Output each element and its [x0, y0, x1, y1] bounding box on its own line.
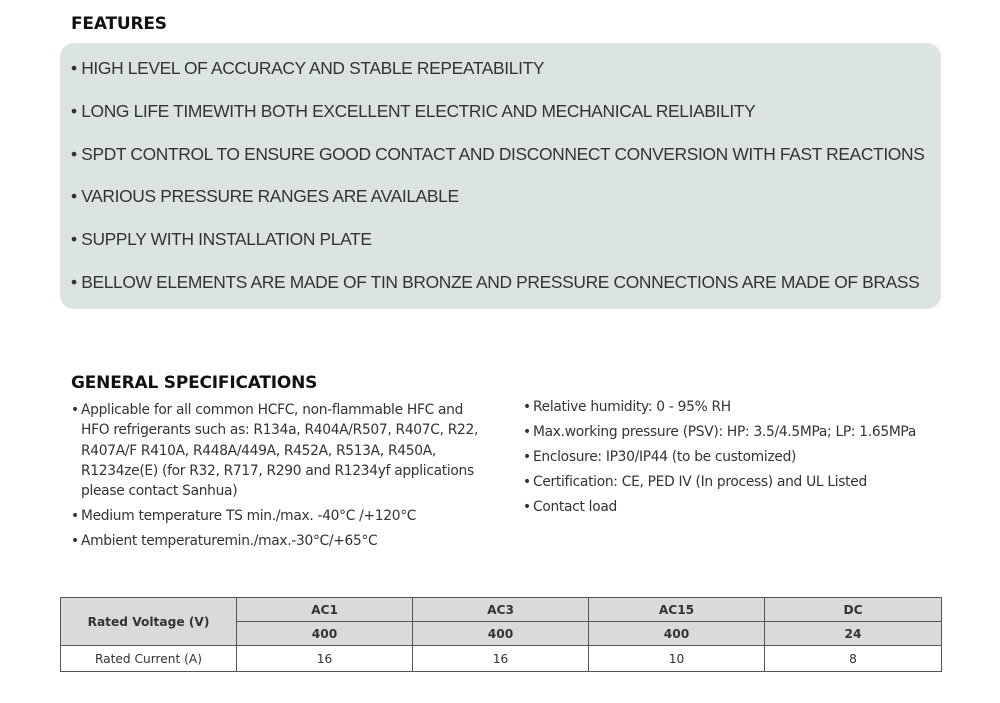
table-cell: 24 — [765, 622, 942, 646]
feature-item: • SPDT CONTROL TO ENSURE GOOD CONTACT AND DISCONNECT CONVERSION WITH FAST REACTIONS — [71, 144, 925, 164]
features-heading: FEATURES — [71, 14, 167, 34]
feature-item: • HIGH LEVEL OF ACCURACY AND STABLE REPEATABILITY — [71, 58, 545, 78]
general-specifications-heading: GENERAL SPECIFICATIONS — [71, 373, 318, 393]
contact-load-table — [60, 597, 942, 672]
table-cell: 400 — [413, 622, 589, 646]
table-cell: 16 — [237, 646, 413, 672]
table-header-cell: AC3 — [413, 598, 589, 622]
rated-voltage-label: Rated Voltage (V) — [61, 598, 237, 646]
table-row — [61, 598, 942, 622]
feature-item: • BELLOW ELEMENTS ARE MADE OF TIN BRONZE AND PRESSURE CONNECTIONS ARE MADE OF BRASS — [71, 272, 920, 292]
specifications-right-list — [523, 397, 943, 522]
spec-item: • Relative humidity: 0 - 95% RH — [523, 397, 943, 417]
spec-item: • Enclosure: IP30/IP44 (to be customized) — [523, 447, 943, 467]
table-cell: 400 — [589, 622, 765, 646]
spec-item: • Certification: CE, PED IV (In process) and UL Listed — [523, 472, 943, 492]
spec-item: • Max.working pressure (PSV): HP: 3.5/4.5MPa; LP: 1.65MPa — [523, 422, 943, 442]
table-header-cell: AC1 — [237, 598, 413, 622]
spec-item: • Medium temperature TS min./max. -40°C /+120°C — [71, 506, 481, 526]
table-row — [61, 646, 942, 672]
table-cell: 400 — [237, 622, 413, 646]
table-cell: 8 — [765, 646, 942, 672]
rated-current-label: Rated Current (A) — [61, 646, 237, 672]
table-cell: 10 — [589, 646, 765, 672]
specifications-left-list — [71, 400, 481, 556]
table-header-cell: AC15 — [589, 598, 765, 622]
table-cell: 16 — [413, 646, 589, 672]
spec-item: • Contact load — [523, 497, 943, 517]
features-panel — [60, 43, 941, 309]
feature-item: • SUPPLY WITH INSTALLATION PLATE — [71, 229, 372, 249]
table-header-cell: DC — [765, 598, 942, 622]
feature-item: • LONG LIFE TIMEWITH BOTH EXCELLENT ELECTRIC AND MECHANICAL RELIABILITY — [71, 101, 756, 121]
spec-item: • Ambient temperaturemin./max.-30°C/+65°C — [71, 531, 481, 551]
feature-item: • VARIOUS PRESSURE RANGES ARE AVAILABLE — [71, 186, 459, 206]
spec-item: • Applicable for all common HCFC, non-flammable HFC and HFO refrigerants such as: R134a, R404A/R507, R407C, R22, R407A/F R410A, R448A/449A, R452A, R513A, R450A, R1234ze(E) (for R32, R717, R290 and R1234yf applications please contact Sanhua) — [71, 400, 481, 501]
